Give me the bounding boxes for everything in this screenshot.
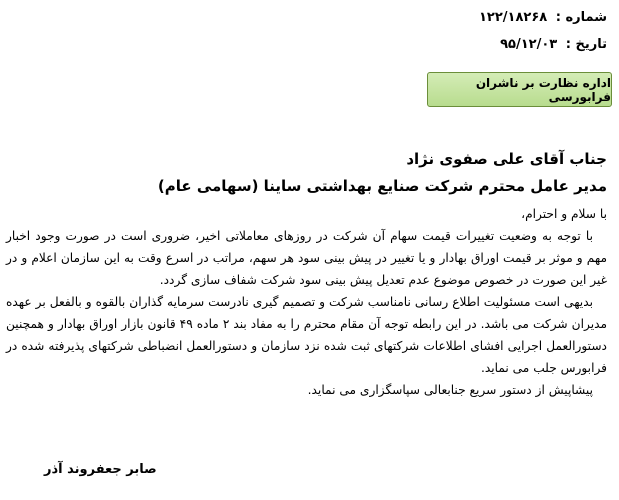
department-badge: اداره نظارت بر ناشران فرابورسی bbox=[427, 72, 612, 107]
letter-number-label: شماره : bbox=[555, 10, 607, 25]
letter-body bbox=[6, 203, 607, 401]
salutation: با سلام و احترام، bbox=[521, 207, 607, 221]
letter-number bbox=[479, 9, 607, 27]
signature-name: صابر جعفروند آذر bbox=[44, 462, 157, 477]
addressee-name: جناب آقای علی صفوی نژاد bbox=[406, 150, 607, 168]
paragraph-2: بدیهی است مسئولیت اطلاع رسانی نامناسب شرکت و تصمیم گیری نادرست سرمایه گذاران بالقوه و بالفعل بر عهده مدیران شرکت می باشد. در این رابطه توجه آن مقام محترم را به مفاد بند ۲ ماده ۴۹ قانون بازار اوراق بهادار و همچنین دستورالعمل اجرایی افشای اطلاعات شرکتهای ثبت شده نزد سازمان و دستورالعمل انضباطی شرکتهای پذیرفته شده در فرابورس جلب می نماید. bbox=[6, 295, 608, 375]
paragraph-1: با توجه به وضعیت تغییرات قیمت سهام آن شرکت در روزهای معاملاتی اخیر، ضروری است در صورت وجود اخبار مهم و موثر بر قیمت اوراق بهادار و یا تغییر در پیش بینی سود هر سهم، مراتب در اسرع وقت به این سازمان اعلام و در غیر این صورت در خصوص موضوع عدم تعدیل پیش بینی سود شرکت شفاف سازی گردد. bbox=[6, 229, 607, 287]
addressee-title: مدیر عامل محترم شرکت صنایع بهداشتی ساینا (سهامی عام) bbox=[157, 177, 607, 195]
paragraph-3: پیشاپیش از دستور سریع جنابعالی سپاسگزاری می نماید. bbox=[307, 383, 593, 397]
letter-date bbox=[500, 36, 607, 54]
letter-date-label: تاریخ : bbox=[565, 37, 607, 52]
letter-date-value: ۹۵/۱۲/۰۳ bbox=[500, 37, 558, 52]
letter-number-value: ۱۲۲/۱۸۲۶۸ bbox=[478, 10, 548, 25]
